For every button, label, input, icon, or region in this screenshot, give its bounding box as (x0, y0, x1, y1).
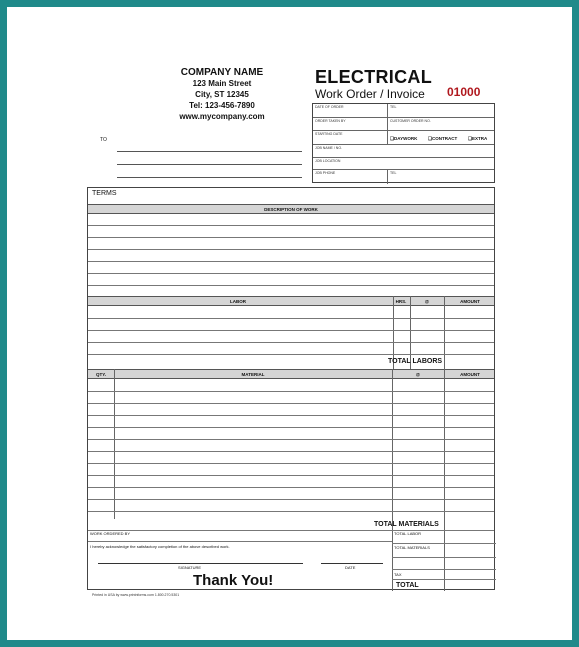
form-subtitle: Work Order / Invoice (315, 87, 425, 101)
info-tel-label-2: TEL (390, 171, 397, 175)
material-header (88, 369, 494, 379)
grand-total-label: TOTAL (396, 582, 419, 589)
company-block (157, 67, 287, 122)
job-name-label: JOB NAME / NO. (315, 146, 343, 150)
work-ordered-by-label: WORK ORDERED BY (90, 531, 131, 536)
signature-label: SIGNATURE (178, 565, 202, 570)
thank-you-text: Thank You! (193, 572, 274, 589)
date-label: DATE (345, 565, 356, 570)
terms-label: TERMS (92, 190, 117, 197)
material-rate-header-label: @ (415, 372, 421, 377)
invoice-number: 01000 (447, 85, 481, 99)
contract-checkbox[interactable]: ❑CONTRACT (428, 136, 458, 141)
company-city: City, ST 12345 (195, 90, 249, 99)
qty-header-label: QTY. (95, 372, 106, 377)
material-amount-header-label: AMOUNT (460, 372, 480, 377)
labor-header-label: LABOR (230, 299, 246, 304)
job-phone-label: JOB PHONE (315, 171, 336, 175)
to-line-2[interactable] (117, 164, 302, 165)
total-materials-label: TOTAL MATERIALS (374, 521, 439, 528)
starting-date-label: STARTING DATE (315, 132, 343, 136)
tel-label: TEL (390, 105, 397, 109)
form-title: ELECTRICAL (315, 67, 432, 87)
labor-rate-header-label: @ (424, 299, 430, 304)
description-header-label: DESCRIPTION OF WORK (264, 207, 318, 212)
company-tel: Tel: 123-456-7890 (189, 101, 255, 110)
work-order-form (87, 187, 495, 590)
to-line-1[interactable] (117, 151, 302, 152)
hrs-header-label: HRS. (395, 299, 407, 304)
tax-label: TAX (394, 572, 402, 577)
daywork-checkbox[interactable]: ❑DAYWORK (390, 136, 418, 141)
summary-total-labor-label: TOTAL LABOR (394, 531, 422, 536)
company-name: COMPANY NAME (180, 67, 264, 78)
summary-total-materials-label: TOTAL MATERIALS (394, 545, 430, 550)
date-of-order-label: DATE OF ORDER (315, 105, 344, 109)
extra-checkbox[interactable]: ❑EXTRA (468, 136, 488, 141)
total-labors-label: TOTAL LABORS (388, 358, 443, 365)
labor-header (88, 296, 494, 306)
printed-in-usa-note: Printed in USA by www.printnforms.com 1.800.270.5301 (92, 593, 180, 597)
invoice-paper (7, 7, 572, 640)
material-header-label: MATERIAL (241, 372, 265, 377)
description-header (88, 204, 494, 214)
labor-amount-header-label: AMOUNT (460, 299, 480, 304)
company-street: 123 Main Street (192, 79, 252, 88)
to-label: TO (100, 137, 107, 143)
acknowledgement-text: I hereby acknowledge the satisfactory completion of the above described work. (90, 544, 230, 549)
order-taken-by-label: ORDER TAKEN BY (315, 119, 346, 123)
job-location-label: JOB LOCATION (315, 159, 341, 163)
order-info-box (312, 103, 495, 183)
customer-order-no-label: CUSTOMER ORDER NO. (390, 119, 431, 123)
to-line-3[interactable] (117, 177, 302, 178)
company-website: www.mycompany.com (179, 112, 265, 121)
